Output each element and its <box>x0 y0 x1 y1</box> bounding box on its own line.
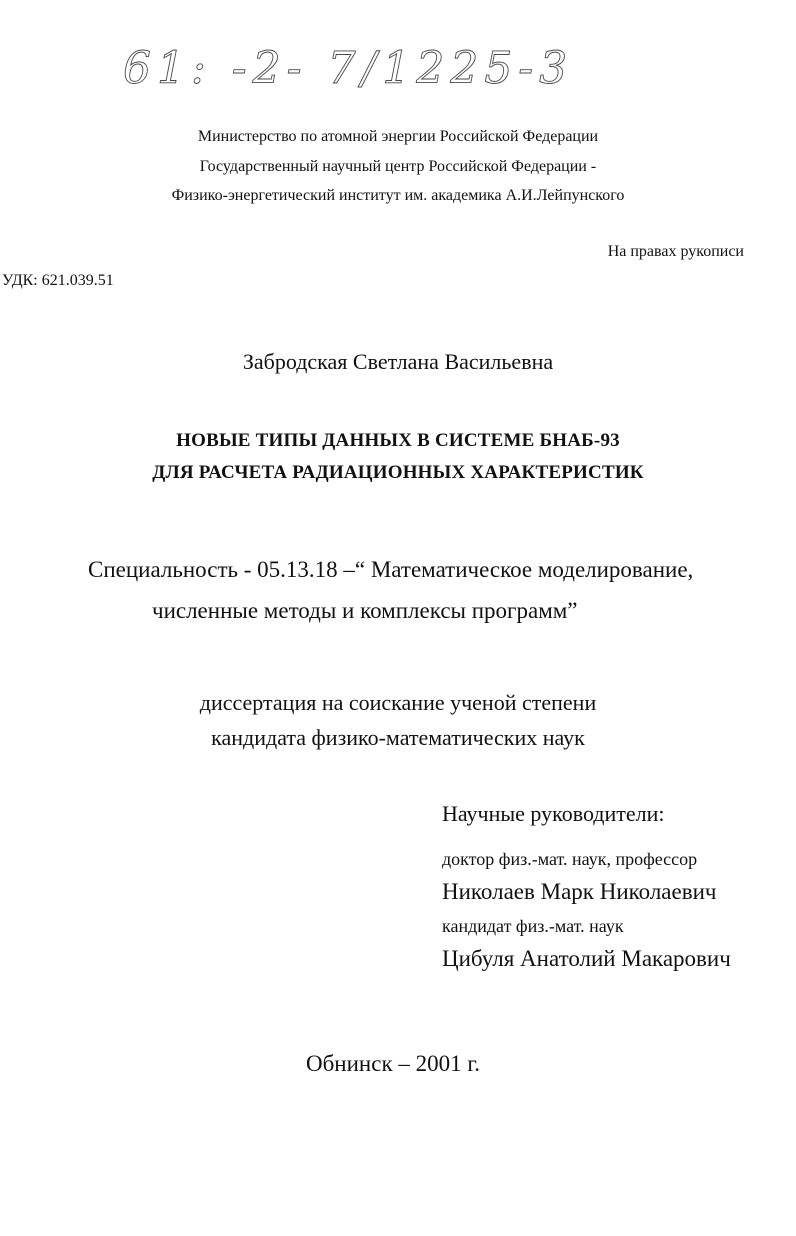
thesis-title-line-2: ДЛЯ РАСЧЕТА РАДИАЦИОННЫХ ХАРАКТЕРИСТИК <box>152 462 644 483</box>
ministry-line: Министерство по атомной энергии Российской Федерации <box>197 128 599 145</box>
degree-line-1: диссертация на соискание ученой степени <box>199 690 597 715</box>
institute-line: Физико-энергетический институт им. академика А.И.Лейпунского <box>171 187 625 204</box>
advisors-heading: Научные руководители: <box>442 801 665 826</box>
research-center-line: Государственный научный центр Российской Федерации - <box>199 158 597 175</box>
handwritten-archive-number <box>115 28 615 108</box>
advisor-2-name: Цибуля Анатолий Макарович <box>442 946 731 971</box>
udk-code: УДК: 621.039.51 <box>2 272 114 289</box>
specialty-line-2: численные методы и комплексы программ” <box>152 598 578 623</box>
advisor-1-title: доктор физ.-мат. наук, профессор <box>442 849 698 869</box>
place-and-year: Обнинск – 2001 г. <box>306 1051 480 1076</box>
advisor-2-title: кандидат физ.-мат. наук <box>442 916 624 936</box>
advisor-1-name: Николаев Марк Николаевич <box>442 879 717 904</box>
specialty-line-1: Специальность - 05.13.18 –“ Математическое моделирование, <box>88 557 694 582</box>
manuscript-rights: На правах рукописи <box>607 243 744 260</box>
author-name: Забродская Светлана Васильевна <box>242 349 554 374</box>
degree-line-2: кандидата физико-математических наук <box>211 725 585 750</box>
handwritten-archive-text: 61: -2- 7/1225-3 <box>123 43 574 94</box>
thesis-title-line-1: НОВЫЕ ТИПЫ ДАННЫХ В СИСТЕМЕ БНАБ-93 <box>176 430 620 451</box>
